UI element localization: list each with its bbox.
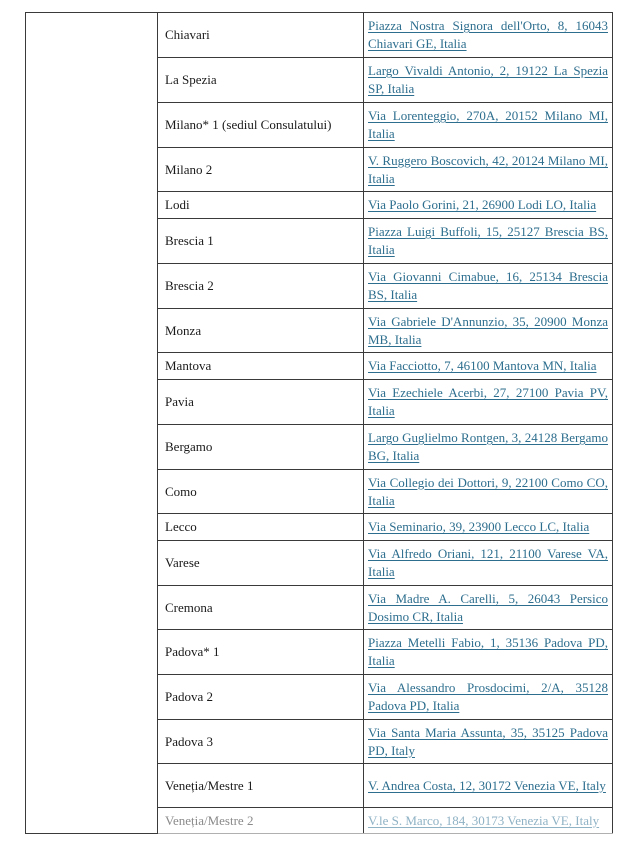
city-cell: Como	[158, 470, 364, 514]
address-link[interactable]: Via Collegio dei Dottori, 9, 22100 Como CO, Italia	[368, 474, 608, 508]
city-cell: Chiavari	[158, 13, 364, 58]
address-cell	[364, 309, 613, 353]
address-link[interactable]: Via Giovanni Cimabue, 16, 25134 Brescia BS, Italia	[368, 269, 608, 302]
address-link[interactable]: Via Ezechiele Acerbi, 27, 27100 Pavia PV, Italia	[368, 385, 608, 418]
address-cell	[364, 103, 613, 148]
city-cell: Lodi	[158, 192, 364, 219]
city-cell: Brescia 2	[158, 264, 364, 309]
city-cell: Padova 2	[158, 675, 364, 720]
city-cell: Monza	[158, 309, 364, 353]
address-cell	[364, 380, 613, 425]
address-link[interactable]: Via Facciotto, 7, 46100 Mantova MN, Italia	[368, 358, 597, 373]
address-link[interactable]: V. Ruggero Boscovich, 42, 20124 Milano MI, Italia	[368, 152, 608, 186]
address-cell	[364, 470, 613, 514]
address-cell	[364, 808, 613, 834]
address-link[interactable]: V.le S. Marco, 184, 30173 Venezia VE, Italy	[368, 812, 600, 828]
city-cell: Padova 3	[158, 720, 364, 764]
address-cell	[364, 192, 613, 219]
address-cell	[364, 264, 613, 309]
address-link[interactable]: Piazza Nostra Signora dell'Orto, 8, 16043 Chiavari GE, Italia	[368, 18, 608, 51]
city-cell: Cremona	[158, 586, 364, 630]
address-cell	[364, 630, 613, 675]
city-cell: Mantova	[158, 353, 364, 380]
address-cell	[364, 764, 613, 808]
address-cell	[364, 58, 613, 103]
address-link[interactable]: Largo Vivaldi Antonio, 2, 19122 La Spezia SP, Italia	[368, 63, 608, 96]
address-link[interactable]: Piazza Metelli Fabio, 1, 35136 Padova PD, Italia	[368, 635, 608, 668]
city-cell: Varese	[158, 541, 364, 586]
address-cell	[364, 148, 613, 192]
city-cell: Brescia 1	[158, 219, 364, 264]
city-cell: Padova* 1	[158, 630, 364, 675]
address-cell	[364, 353, 613, 380]
address-link[interactable]: V. Andrea Costa, 12, 30172 Venezia VE, Italy	[368, 777, 606, 793]
address-cell	[364, 514, 613, 541]
city-cell: Veneția/Mestre 2	[158, 808, 364, 834]
address-link[interactable]: Via Gabriele D'Annunzio, 35, 20900 Monza MB, Italia	[368, 313, 608, 347]
address-link[interactable]: Via Seminario, 39, 23900 Lecco LC, Italia	[368, 519, 590, 534]
address-link[interactable]: Via Paolo Gorini, 21, 26900 Lodi LO, Italia	[368, 197, 597, 212]
address-link[interactable]: Piazza Luigi Buffoli, 15, 25127 Brescia BS, Italia	[368, 224, 608, 257]
address-link[interactable]: Via Alessandro Prosdocimi, 2/A, 35128 Padova PD, Italia	[368, 680, 608, 713]
address-link[interactable]: Via Madre A. Carelli, 5, 26043 Persico Dosimo CR, Italia	[368, 590, 608, 624]
table-row	[26, 13, 613, 58]
address-cell	[364, 13, 613, 58]
address-cell	[364, 425, 613, 470]
city-cell: Veneția/Mestre 1	[158, 764, 364, 808]
address-cell	[364, 720, 613, 764]
address-cell	[364, 541, 613, 586]
region-group-cell	[26, 13, 158, 834]
address-link[interactable]: Via Lorenteggio, 270A, 20152 Milano MI, Italia	[368, 108, 608, 141]
city-cell: La Spezia	[158, 58, 364, 103]
address-link[interactable]: Via Alfredo Oriani, 121, 21100 Varese VA, Italia	[368, 546, 608, 579]
address-link[interactable]: Via Santa Maria Assunta, 35, 35125 Padova PD, Italy	[368, 724, 608, 758]
city-cell: Lecco	[158, 514, 364, 541]
city-cell: Milano* 1 (sediul Consulatului)	[158, 103, 364, 148]
city-cell: Pavia	[158, 380, 364, 425]
address-link[interactable]: Largo Guglielmo Rontgen, 3, 24128 Bergamo BG, Italia	[368, 430, 608, 463]
polling-stations-table	[25, 12, 613, 834]
address-cell	[364, 219, 613, 264]
address-cell	[364, 586, 613, 630]
address-cell	[364, 675, 613, 720]
city-cell: Milano 2	[158, 148, 364, 192]
city-cell: Bergamo	[158, 425, 364, 470]
